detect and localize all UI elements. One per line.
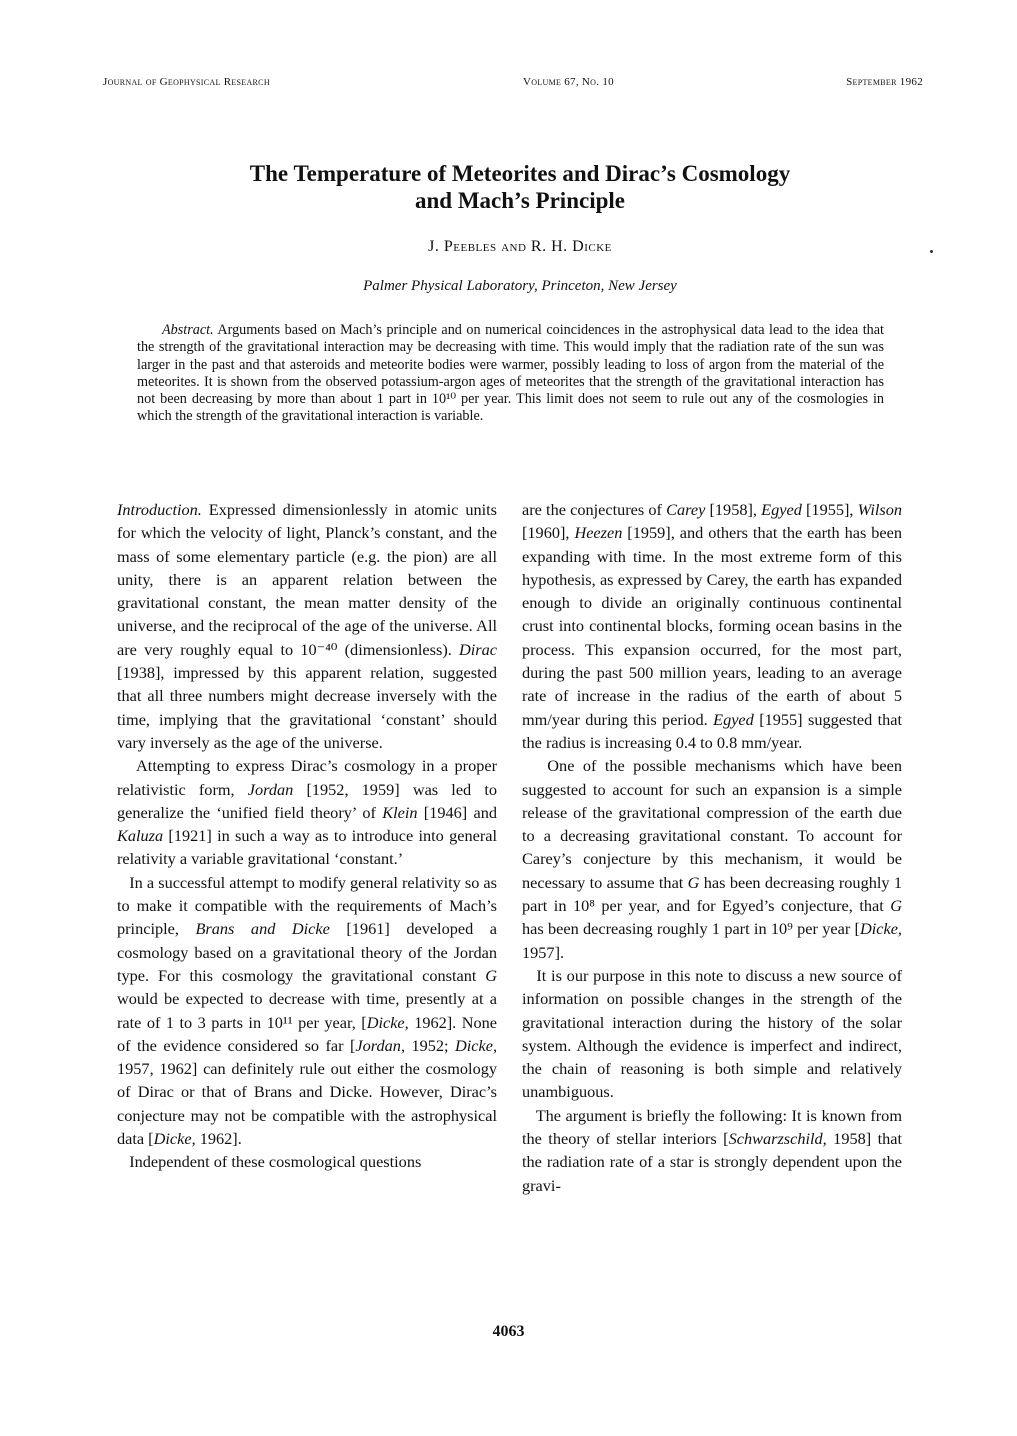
text: [1958], bbox=[705, 500, 762, 519]
citation: Schwarzschild, bbox=[728, 1129, 827, 1149]
abstract-text: Arguments based on Mach’s principle and on numerical coincidences in the astrophysical data lead to the idea that the strength of the gravitational interaction may be decreasing with time. This would imply that the radiation rate of the sun was larger in the past and that asteroids and meteorite bodies were warmer, possibly leading to loss of argon from the material of the meteorites. It is shown from the observed potassium-argon ages of meteorites that the strength of the gravitational interaction has not been decreasing by more than about 1 part in 10¹⁰ per year. This limit does not seem to rule out any of the cosmologies in which the strength of the gravitational interaction is variable. bbox=[137, 322, 884, 425]
text: 1962]. bbox=[195, 1129, 242, 1149]
affiliation: Palmer Physical Laboratory, Princeton, New Jersey bbox=[363, 278, 677, 294]
citation: Heezen bbox=[574, 523, 623, 543]
abstract bbox=[137, 322, 884, 426]
text: The argument is briefly the following: It is known from the theory of stellar interiors [ bbox=[522, 1105, 902, 1149]
citation: Dirac bbox=[459, 639, 497, 659]
text: 1957]. bbox=[522, 942, 565, 962]
text: Attempting to express Dirac’s cosmology in a proper relativistic form, bbox=[117, 756, 497, 799]
journal-name: Journal of Geophysical Research bbox=[103, 76, 270, 88]
citation: Dicke, bbox=[859, 919, 902, 939]
symbol: G bbox=[687, 872, 700, 892]
citation: Wilson bbox=[857, 500, 902, 519]
citation: Kaluza bbox=[117, 826, 164, 846]
text: [1959], and others that the earth has been expanding with time. In the most extreme form of this hypothesis, as expressed by Carey, the earth has expanded enough to divide an originally continuous continental crust into continental blocks, forming ocean basins in the process. This expansion occurred, for the most part, during the past 500 million years, leading to an average rate of increase in the radius of the earth of about 5 mm/year during this period. bbox=[522, 523, 903, 729]
text: [1961] developed a cosmology based on a gravitational theory of the Jordan type. For this cosmology the gravitational constant bbox=[117, 919, 497, 985]
citation: Brans and Dicke bbox=[195, 919, 330, 939]
text: 1957, 1962] can definitely rule out either the cosmology of Dirac or that of Brans and Dicke. However, Dirac’s conjecture may not be compatible with the astrophysical data [ bbox=[117, 1059, 497, 1149]
text: would be expected to decrease with time, presently at a rate of 1 to 3 parts in 10¹¹ per year, [ bbox=[117, 989, 497, 1032]
abstract-label: Abstract. bbox=[162, 322, 214, 338]
text: [1952, 1959] was led to generalize the ‘unified field theory’ of bbox=[117, 779, 498, 822]
section-heading: Introduction. bbox=[117, 500, 202, 519]
text: In a successful attempt to modify general relativity so as to make it compatible with the requirements of Mach’s principle, bbox=[117, 872, 497, 939]
text: It is our purpose in this note to discuss a new source of information on possible changes in the strength of the gravitational interaction during the history of the solar system. Although the evidence is imperfect and indirect, the chain of reasoning is both simple and relatively unambiguous. bbox=[522, 965, 902, 1102]
issue-date: September 1962 bbox=[846, 76, 923, 88]
paragraph bbox=[522, 754, 902, 964]
running-head bbox=[103, 76, 923, 92]
text: [1960], bbox=[522, 523, 575, 543]
paragraph bbox=[117, 1150, 497, 1173]
citation: Carey bbox=[666, 500, 706, 519]
paragraph bbox=[522, 498, 902, 754]
paragraph bbox=[522, 1104, 902, 1197]
text: [1921] in such a way as to introduce into general relativity a variable gravitational ‘constant.’ bbox=[117, 826, 497, 869]
authors: J. Peebles and R. H. Dicke bbox=[428, 238, 612, 255]
stray-mark bbox=[930, 250, 933, 253]
text: Independent of these cosmological questions bbox=[129, 1152, 422, 1172]
citation: Dicke, bbox=[366, 1012, 409, 1032]
title-line-1: The Temperature of Meteorites and Dirac’s Cosmology bbox=[249, 161, 791, 186]
paragraph bbox=[117, 754, 497, 870]
text: [1946] and bbox=[417, 802, 497, 822]
paragraph bbox=[117, 498, 497, 754]
text: are the conjectures of bbox=[522, 500, 667, 519]
citation: Egyed bbox=[713, 709, 754, 729]
title-line-2: and Mach’s Principle bbox=[415, 188, 625, 213]
symbol: G bbox=[485, 965, 497, 985]
text: 1952; bbox=[405, 1035, 455, 1055]
text: has been decreasing roughly 1 part in 10⁸ per year, and for Egyed’s conjecture, that bbox=[522, 872, 902, 916]
text: [1955] suggested that the radius is increasing 0.4 to 0.8 mm/year. bbox=[522, 709, 903, 752]
citation: Egyed bbox=[761, 500, 802, 519]
citation: Jordan, bbox=[355, 1035, 406, 1055]
citation: Klein bbox=[382, 802, 418, 822]
text: One of the possible mechanisms which have been suggested to account for such an expansion is a simple release of the gravitational compression of the earth due to a decreasing gravitational constant. To account for Carey’s conjecture by this mechanism, it would be necessary to assume that bbox=[522, 756, 902, 892]
paragraph bbox=[522, 964, 902, 1104]
text: [1938], impressed by this apparent relation, suggested that all three numbers might decrease inversely with the time, implying that the gravitational ‘constant’ should vary inversely as the age of the universe. bbox=[117, 663, 497, 752]
citation: Jordan bbox=[247, 779, 294, 799]
text: Expressed dimensionlessly in atomic units for which the velocity of light, Planck’s constant, and the mass of some elementary particle (e.g. the pion) are all unity, there is an apparent relation between the gravitational constant, the mean matter density of the universe, and the reciprocal of the age of the universe. All are very roughly equal to 10⁻⁴⁰ (dimensionless). bbox=[117, 500, 497, 659]
left-column bbox=[117, 498, 497, 1174]
paragraph bbox=[117, 871, 497, 1151]
symbol: G bbox=[890, 896, 902, 916]
page-number: 4063 bbox=[492, 1323, 525, 1340]
text: 1962]. None of the evidence considered so far [ bbox=[117, 1012, 497, 1055]
text: 1958] that the radiation rate of a star is strongly dependent upon the gravi- bbox=[522, 1129, 903, 1195]
citation: Dicke, bbox=[454, 1035, 498, 1055]
volume-issue: Volume 67, No. 10 bbox=[523, 76, 614, 88]
text: has been decreasing roughly 1 part in 10⁹ per year [ bbox=[522, 919, 860, 939]
paper-title bbox=[100, 160, 940, 214]
text: [1955], bbox=[801, 500, 858, 519]
right-column bbox=[522, 498, 902, 1197]
citation: Dicke, bbox=[153, 1129, 196, 1149]
